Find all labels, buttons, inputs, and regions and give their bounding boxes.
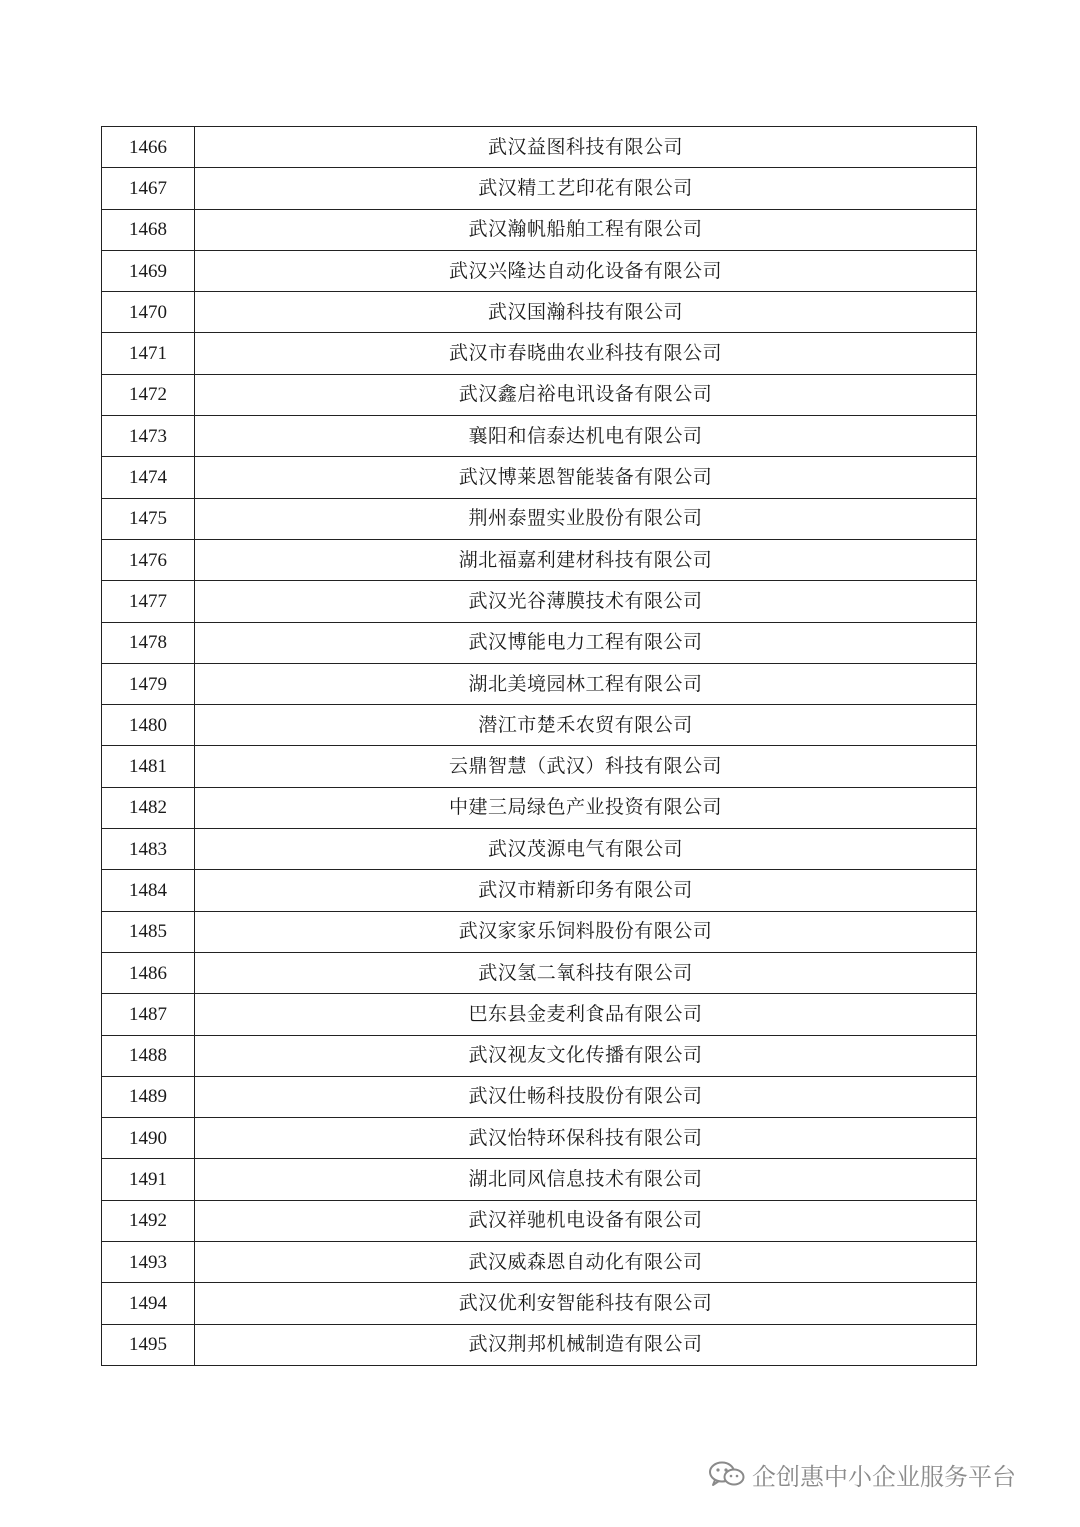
table-row	[102, 746, 977, 787]
table-row	[102, 1283, 977, 1324]
company-name: 武汉鑫启裕电讯设备有限公司	[195, 374, 977, 415]
company-name: 武汉瀚帆船舶工程有限公司	[195, 209, 977, 250]
row-number: 1487	[102, 994, 195, 1035]
company-list-table	[101, 126, 977, 1366]
row-number: 1473	[102, 416, 195, 457]
company-name: 武汉益图科技有限公司	[195, 127, 977, 168]
row-number: 1476	[102, 539, 195, 580]
company-name: 湖北福嘉利建材科技有限公司	[195, 539, 977, 580]
company-name: 武汉博能电力工程有限公司	[195, 622, 977, 663]
table-row	[102, 870, 977, 911]
table-row	[102, 829, 977, 870]
row-number: 1470	[102, 292, 195, 333]
company-name: 武汉茂源电气有限公司	[195, 829, 977, 870]
company-name: 武汉仕畅科技股份有限公司	[195, 1076, 977, 1117]
company-name: 武汉市春晓曲农业科技有限公司	[195, 333, 977, 374]
table-row	[102, 911, 977, 952]
table-row	[102, 994, 977, 1035]
company-name: 武汉氢二氧科技有限公司	[195, 952, 977, 993]
company-name: 武汉威森恩自动化有限公司	[195, 1242, 977, 1283]
company-name: 武汉光谷薄膜技术有限公司	[195, 581, 977, 622]
table-row	[102, 1159, 977, 1200]
row-number: 1486	[102, 952, 195, 993]
row-number: 1469	[102, 250, 195, 291]
company-name: 武汉精工艺印花有限公司	[195, 168, 977, 209]
table-row	[102, 787, 977, 828]
table-row	[102, 127, 977, 168]
row-number: 1485	[102, 911, 195, 952]
table-row	[102, 1118, 977, 1159]
row-number: 1475	[102, 498, 195, 539]
row-number: 1493	[102, 1242, 195, 1283]
row-number: 1491	[102, 1159, 195, 1200]
table-row	[102, 168, 977, 209]
company-name: 武汉荆邦机械制造有限公司	[195, 1324, 977, 1365]
company-name: 巴东县金麦利食品有限公司	[195, 994, 977, 1035]
company-name: 湖北美境园林工程有限公司	[195, 663, 977, 704]
table-row	[102, 292, 977, 333]
row-number: 1474	[102, 457, 195, 498]
wechat-icon	[708, 1460, 746, 1488]
company-name: 湖北同风信息技术有限公司	[195, 1159, 977, 1200]
table-row	[102, 416, 977, 457]
row-number: 1479	[102, 663, 195, 704]
company-name: 荆州泰盟实业股份有限公司	[195, 498, 977, 539]
company-name: 潜江市楚禾农贸有限公司	[195, 705, 977, 746]
row-number: 1484	[102, 870, 195, 911]
row-number: 1468	[102, 209, 195, 250]
table-row	[102, 581, 977, 622]
company-list-body	[102, 127, 977, 1366]
row-number: 1492	[102, 1200, 195, 1241]
table-row	[102, 1035, 977, 1076]
company-name: 武汉祥驰机电设备有限公司	[195, 1200, 977, 1241]
row-number: 1466	[102, 127, 195, 168]
table-row	[102, 539, 977, 580]
company-name: 武汉视友文化传播有限公司	[195, 1035, 977, 1076]
table-row	[102, 457, 977, 498]
company-name: 云鼎智慧（武汉）科技有限公司	[195, 746, 977, 787]
company-name: 中建三局绿色产业投资有限公司	[195, 787, 977, 828]
row-number: 1488	[102, 1035, 195, 1076]
table-row	[102, 1324, 977, 1365]
table-row	[102, 374, 977, 415]
row-number: 1472	[102, 374, 195, 415]
company-name: 武汉博莱恩智能装备有限公司	[195, 457, 977, 498]
row-number: 1481	[102, 746, 195, 787]
table-row	[102, 1200, 977, 1241]
table-row	[102, 622, 977, 663]
row-number: 1494	[102, 1283, 195, 1324]
company-name: 武汉怡特环保科技有限公司	[195, 1118, 977, 1159]
company-name: 武汉优利安智能科技有限公司	[195, 1283, 977, 1324]
company-name: 武汉家家乐饲料股份有限公司	[195, 911, 977, 952]
row-number: 1483	[102, 829, 195, 870]
watermark	[708, 1460, 1016, 1491]
table-row	[102, 952, 977, 993]
table-row	[102, 250, 977, 291]
row-number: 1471	[102, 333, 195, 374]
row-number: 1467	[102, 168, 195, 209]
table-row	[102, 209, 977, 250]
row-number: 1482	[102, 787, 195, 828]
row-number: 1478	[102, 622, 195, 663]
company-name: 襄阳和信泰达机电有限公司	[195, 416, 977, 457]
company-name: 武汉市精新印务有限公司	[195, 870, 977, 911]
table-row	[102, 1076, 977, 1117]
row-number: 1489	[102, 1076, 195, 1117]
table-row	[102, 498, 977, 539]
row-number: 1480	[102, 705, 195, 746]
table-row	[102, 663, 977, 704]
watermark-text: 企创惠中小企业服务平台	[752, 1462, 1016, 1491]
row-number: 1495	[102, 1324, 195, 1365]
table-row	[102, 705, 977, 746]
table-row	[102, 333, 977, 374]
row-number: 1490	[102, 1118, 195, 1159]
table-row	[102, 1242, 977, 1283]
row-number: 1477	[102, 581, 195, 622]
company-name: 武汉兴隆达自动化设备有限公司	[195, 250, 977, 291]
company-name: 武汉国瀚科技有限公司	[195, 292, 977, 333]
